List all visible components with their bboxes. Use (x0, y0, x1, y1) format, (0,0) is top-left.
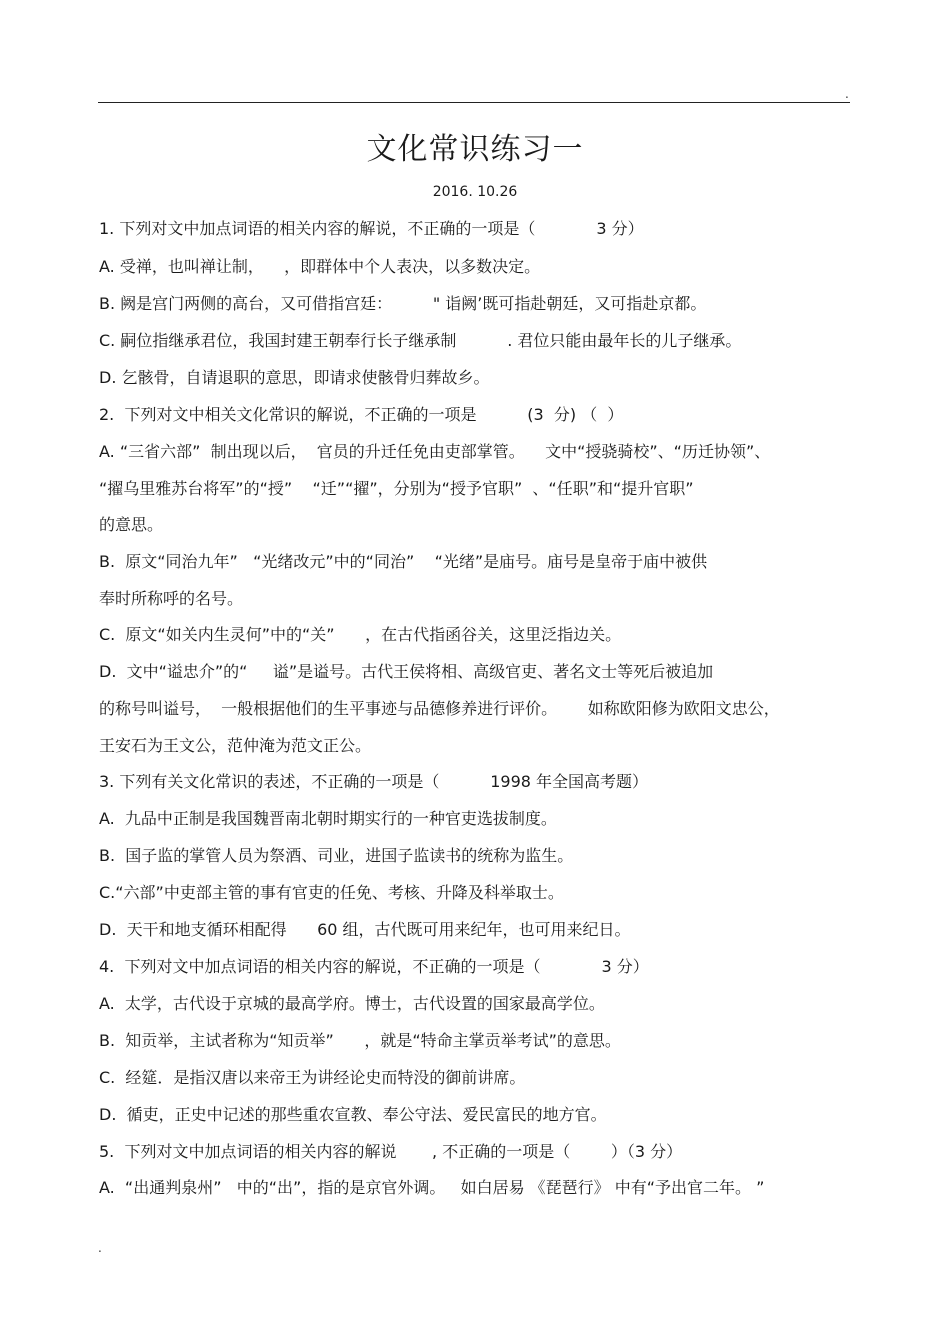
question-4-option-b: B. 知贡举，主试者称为“知贡举” ，就是“特命主掌贡举考试”的意思。 (99, 1031, 621, 1050)
question-2-option-a-line-1: A. “三省六部” 制出现以后， 官员的升迁任免由吏部掌管。 文中“授骁骑校”、“历迁协领”、 (99, 442, 771, 461)
question-2-option-d-line-3: 王安石为王文公，范仲淹为范文正公。 (99, 736, 372, 755)
question-1-option-a: A. 受禅，也叫禅让制， ，即群体中个人表决，以多数决定。 (99, 257, 541, 276)
question-2-option-d-line-1: D. 文中“谥忠介”的“ 谥”是谥号。古代王侯将相、高级官吏、著名文士等死后被追加 (99, 662, 714, 681)
question-2-option-c: C. 原文“如关内生灵何”中的“关” ，在古代指函谷关，这里泛指边关。 (99, 625, 622, 644)
question-2-option-a-line-2: “擢乌里雅苏台将军”的“授” “迁”“擢”，分别为“授予官职” 、“任职”和“提升官职” (99, 479, 694, 498)
question-3-stem: 3. 下列有关文化常识的表述，不正确的一项是（ 1998 年全国高考题） (99, 772, 649, 791)
question-1-option-d: D. 乞骸骨，自请退职的意思，即请求使骸骨归葬故乡。 (99, 368, 490, 387)
question-4-option-a: A. 太学，古代设于京城的最高学府。博士，古代设置的国家最高学位。 (99, 994, 605, 1013)
question-2-option-b-line-2: 奉时所称呼的名号。 (99, 589, 244, 608)
question-1-option-b: B. 阙是宫门两侧的高台，又可借指宫廷： " 诣阙’既可指赴朝廷，又可指赴京都。 (99, 294, 707, 313)
corner-mark-top-right: . (845, 87, 849, 101)
question-2-option-b-line-1: B. 原文“同治九年” “光绪改元”中的“同治” “光绪”是庙号。庙号是皇帝于庙中被供 (99, 552, 708, 571)
question-4-stem: 4. 下列对文中加点词语的相关内容的解说，不正确的一项是（ 3 分） (99, 957, 649, 976)
question-4-option-d: D. 循吏，正史中记述的那些重农宣教、奉公守法、爱民富民的地方官。 (99, 1105, 607, 1124)
question-4-option-c: C. 经筵．是指汉唐以来帝王为讲经论史而特没的御前讲席。 (99, 1068, 526, 1087)
question-2-stem: 2. 下列对文中相关文化常识的解说，不正确的一项是 (3 分) （ ） (99, 405, 624, 424)
question-3-option-c: C.“六部”中吏部主管的事有官吏的任免、考核、升降及科举取士。 (99, 883, 564, 902)
header-rule (98, 102, 850, 103)
corner-mark-bottom-left: . (98, 1241, 102, 1255)
question-5-stem: 5. 下列对文中加点词语的相关内容的解说 , 不正确的一项是（ ）（3 分） (99, 1142, 683, 1161)
question-3-option-d: D. 天干和地支循环相配得 60 组，古代既可用来纪年，也可用来纪日。 (99, 920, 631, 939)
question-1-option-c: C. 嗣位指继承君位，我国封建王朝奉行长子继承制 . 君位只能由最年长的儿子继承。 (99, 331, 742, 350)
question-3-option-a: A. 九品中正制是我国魏晋南北朝时期实行的一种官吏选拔制度。 (99, 809, 557, 828)
question-2-option-a-line-3: 的意思。 (99, 515, 164, 534)
question-3-option-b: B. 国子监的掌管人员为祭酒、司业，进国子监读书的统称为监生。 (99, 846, 574, 865)
page-title: 文化常识练习一 (366, 132, 584, 167)
question-2-option-d-line-2: 的称号叫谥号， 一般根据他们的生平事迹与品德修养进行评价。 如称欧阳修为欧阳文忠公， (99, 699, 780, 718)
question-5-option-a: A. “出通判泉州” 中的“出”，指的是京官外调。 如白居易 《琵琶行》 中有“予出官二年。 ” (99, 1178, 765, 1197)
date-line: 2016. 10.26 (432, 184, 518, 200)
question-1-stem: 1. 下列对文中加点词语的相关内容的解说，不正确的一项是（ 3 分） (99, 219, 644, 238)
